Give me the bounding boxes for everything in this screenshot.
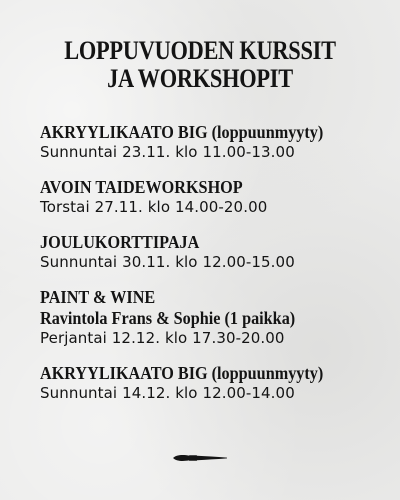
event-list (40, 122, 380, 418)
event-name: AVOIN TAIDEWORKSHOP (40, 177, 243, 197)
event-name: PAINT & WINE (40, 287, 156, 307)
event-date: Sunnuntai 14.12. klo 12.00-14.00 (40, 384, 295, 402)
event-item-4 (40, 287, 380, 348)
event-item-3 (40, 232, 380, 272)
event-name: AKRYYLIKAATO BIG (loppuunmyyty) (40, 363, 324, 383)
event-name: JOULUKORTTIPAJA (40, 232, 200, 252)
event-date: Sunnuntai 30.11. klo 12.00-15.00 (40, 253, 295, 271)
event-item-2 (40, 177, 380, 217)
page-title (28, 37, 372, 93)
event-name: AKRYYLIKAATO BIG (loppuunmyyty) (40, 122, 324, 142)
paintbrush-icon (172, 452, 228, 464)
event-location: Ravintola Frans & Sophie (1 paikka) (40, 308, 296, 328)
event-date: Sunnuntai 23.11. klo 11.00-13.00 (40, 143, 295, 161)
title-line-1: LOPPUVUODEN KURSSIT (64, 36, 336, 65)
title-line-2: JA WORKSHOPIT (107, 64, 293, 93)
event-date: Torstai 27.11. klo 14.00-20.00 (40, 198, 268, 216)
event-item-5 (40, 363, 380, 403)
event-date: Perjantai 12.12. klo 17.30-20.00 (40, 329, 285, 347)
event-item-1 (40, 122, 380, 162)
